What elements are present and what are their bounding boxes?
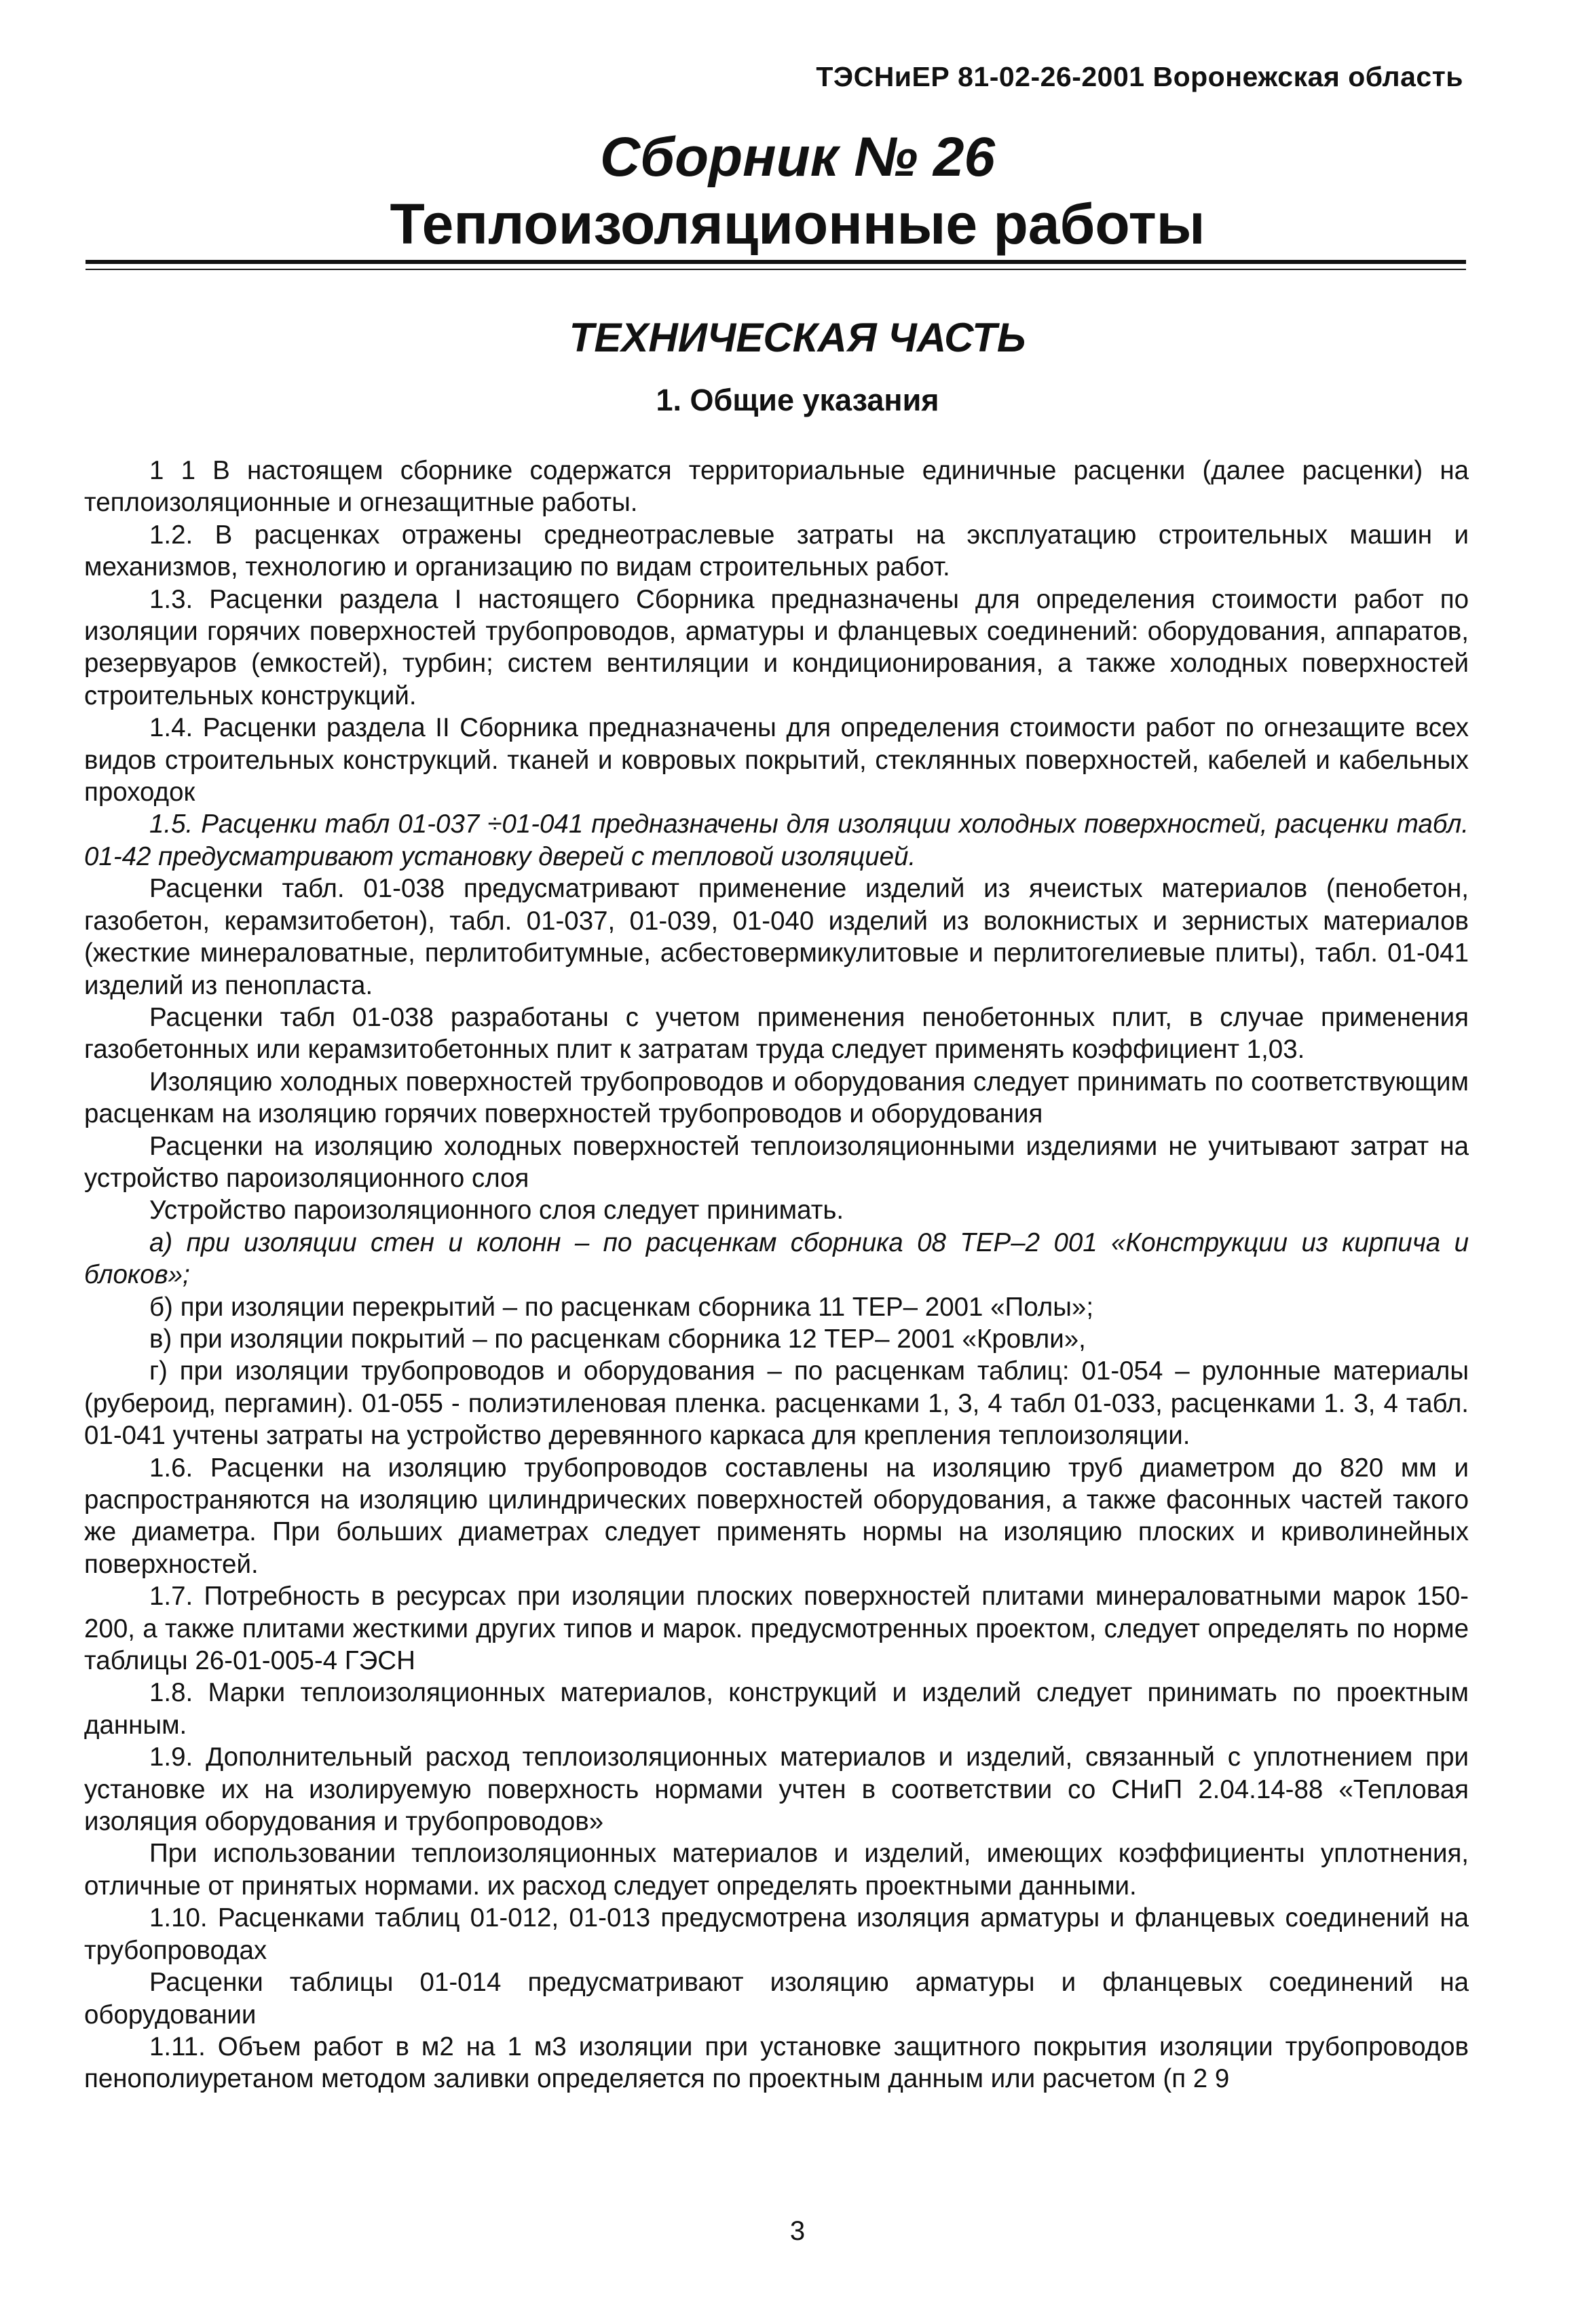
paragraph: Расценки табл. 01-038 предусматривают применение изделий из ячеистых материалов (пенобетон, газобетон, керамзитобетон), табл. 01-037, 01-039, 01-040 изделий из волокнистых и зернистых материалов (жесткие минераловатные, перлитобитумные, асбестовермикулитовые и перлитогелиевые плиты), табл. 01-041 изделий из пенопласта. bbox=[84, 874, 1469, 1000]
paragraph: а) при изоляции стен и колонн – по расценкам сборника 08 ТЕР–2 001 «Конструкции из кирпича и блоков»; bbox=[84, 1227, 1469, 1290]
paragraph: 1.3. Расценки раздела I настоящего Сборника предназначены для определения стоимости работ по изоляции горячих поверхностей трубопроводов, арматуры и фланцевых соединений: оборудования, аппаратов, резервуаров (емкостей), турбин; систем вентиляции и кондиционирования, а также холодных поверхностей строительных конструкций. bbox=[84, 584, 1469, 710]
paragraph: 1.6. Расценки на изоляцию трубопроводов составлены на изоляцию труб диаметром до 820 мм и распространяются на изоляцию цилиндрических поверхностей оборудования, а также фасонных частей такого же диаметра. При больших диаметрах следует применять нормы на изоляцию плоских и криволинейных поверхностей. bbox=[84, 1453, 1469, 1579]
paragraph: 1.4. Расценки раздела II Сборника предназначены для определения стоимости работ по огнезащите всех видов строительных конструкций. тканей и ковровых покрытий, стеклянных поверхностей, кабелей и кабельных проходок bbox=[84, 713, 1469, 807]
paragraph: Расценки таблицы 01-014 предусматривают изоляцию арматуры и фланцевых соединений на оборудовании bbox=[84, 1968, 1469, 2030]
body-text bbox=[84, 455, 1469, 2095]
paragraph: в) при изоляции покрытий – по расценкам сборника 12 ТЕР– 2001 «Кровли», bbox=[149, 1324, 1086, 1354]
paragraph: Расценки на изоляцию холодных поверхностей теплоизоляционными изделиями не учитывают затрат на устройство пароизоляционного слоя bbox=[84, 1131, 1469, 1193]
title-rule-thin bbox=[86, 269, 1466, 270]
collection-title: Сборник № 26 bbox=[599, 126, 996, 188]
paragraph: 1.11. Объем работ в м2 на 1 м3 изоляции при установке защитного покрытия изоляции трубопроводов пенополиуретаном методом заливки определяется по проектным данным или расчетом (п 2 9 bbox=[84, 2032, 1469, 2094]
paragraph: 1.9. Дополнительный расход теплоизоляционных материалов и изделий, связанный с уплотнением при установке их на изолируемую поверхность нормами учтен в соответствии со СНиП 2.04.14-88 «Тепловая изоляция оборудования и трубопроводов» bbox=[84, 1742, 1469, 1837]
paragraph: 1.10. Расценками таблиц 01-012, 01-013 предусмотрена изоляция арматуры и фланцевых соединений на трубопроводах bbox=[84, 1903, 1469, 1965]
paragraph: 1 1 В настоящем сборнике содержатся территориальные единичные расценки (далее расценки) на теплоизоляционные и огнезащитные работы. bbox=[84, 456, 1469, 518]
paragraph: Устройство пароизоляционного слоя следует принимать. bbox=[149, 1196, 844, 1225]
collection-subtitle: Теплоизоляционные работы bbox=[390, 192, 1205, 256]
paragraph: г) при изоляции трубопроводов и оборудования – по расценкам таблиц: 01-054 – рулонные материалы (рубероид, пергамин). 01-055 - полиэтиленовая пленка. расценками 1, 3, 4 табл 01-033, расценками 1. 3, 4 табл. 01-041 учтены затраты на устройство деревянного каркаса для крепления теплоизоляции. bbox=[84, 1356, 1469, 1451]
part-title: ТЕХНИЧЕСКАЯ ЧАСТЬ bbox=[569, 315, 1026, 360]
paragraph: При использовании теплоизоляционных материалов и изделий, имеющих коэффициенты уплотнения, отличные от принятых нормами. их расход следует определять проектными данными. bbox=[84, 1839, 1469, 1901]
document-code: ТЭСНиЕР 81-02-26-2001 Воронежская область bbox=[816, 61, 1463, 92]
paragraph: 1.7. Потребность в ресурсах при изоляции плоских поверхностей плитами минераловатными марок 150-200, а также плитами жесткими других типов и марок. предусмотренных проектом, следует определять по норме таблицы 26-01-005-4 ГЭСН bbox=[84, 1582, 1469, 1676]
page-number: 3 bbox=[789, 2216, 806, 2246]
title-rule-thick bbox=[86, 260, 1466, 264]
paragraph: б) при изоляции перекрытий – по расценкам сборника 11 ТЕР– 2001 «Полы»; bbox=[149, 1292, 1094, 1322]
paragraph: 1.8. Марки теплоизоляционных материалов, конструкций и изделий следует принимать по проектным данным. bbox=[84, 1678, 1469, 1740]
paragraph: 1.2. В расценках отражены среднеотраслевые затраты на эксплуатацию строительных машин и механизмов, технологию и организацию по видам строительных работ. bbox=[84, 520, 1469, 582]
paragraph: 1.5. Расценки табл 01-037 ÷01-041 предназначены для изоляции холодных поверхностей, расценки табл. 01-42 предусматривают установку дверей с тепловой изоляцией. bbox=[84, 809, 1469, 871]
paragraph: Изоляцию холодных поверхностей трубопроводов и оборудования следует принимать по соответствующим расценкам на изоляцию горячих поверхностей трубопроводов и оборудования bbox=[84, 1067, 1469, 1129]
paragraph: Расценки табл 01-038 разработаны с учетом применения пенобетонных плит, в случае применения газобетонных или керамзитобетонных плит к затратам труда следует применять коэффициент 1,03. bbox=[84, 1002, 1469, 1065]
section-title: 1. Общие указания bbox=[656, 383, 939, 417]
